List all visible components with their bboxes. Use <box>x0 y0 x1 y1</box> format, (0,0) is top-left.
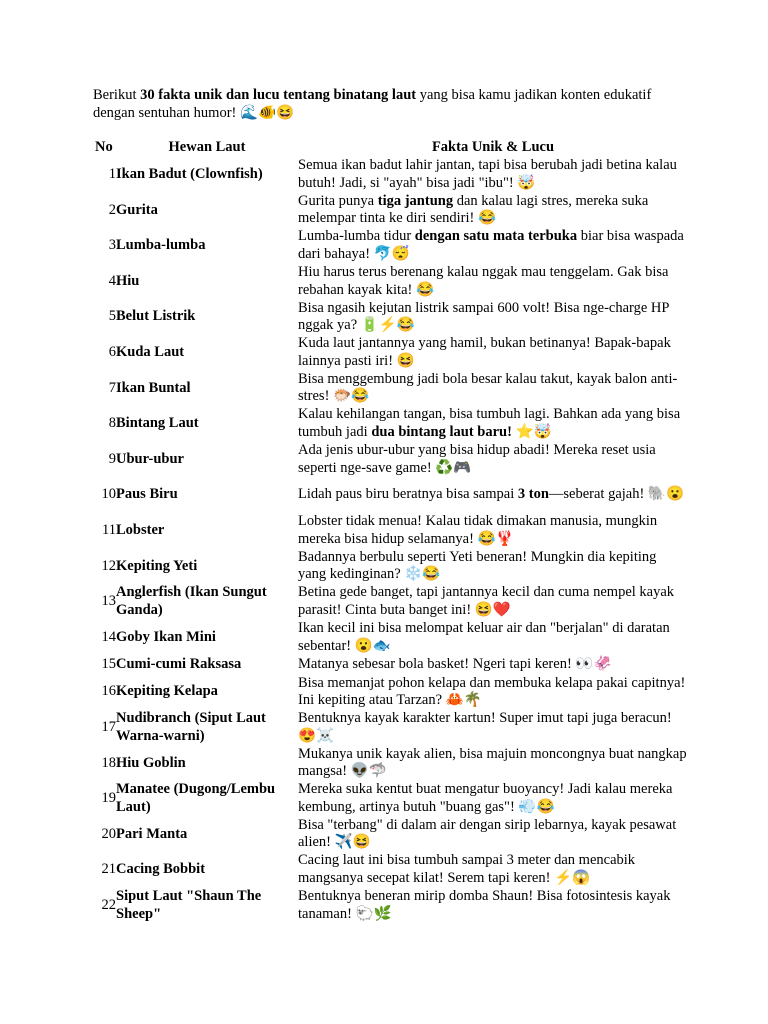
animal-name: Manatee (Dugong/Lembu Laut) <box>116 781 276 815</box>
row-number: 12 <box>101 557 116 574</box>
animal-name: Paus Biru <box>116 486 178 503</box>
animal-name: Belut Listrik <box>116 308 196 325</box>
table-row <box>88 817 688 853</box>
table-row <box>88 620 688 656</box>
fact-text <box>298 781 688 817</box>
row-number: 22 <box>101 896 116 913</box>
fact-text <box>298 549 688 585</box>
table-row <box>88 746 688 782</box>
animal-name: Anglerfish (Ikan Sungut Ganda) <box>116 584 267 618</box>
table-row <box>88 710 688 746</box>
fact-segment: Mereka suka kentut buat mengatur buoyancy! Jadi kalau mereka kembung, artinya butuh "buang gas"! 💨😂 <box>298 781 673 815</box>
row-number: 4 <box>108 272 116 289</box>
table-row <box>88 193 688 229</box>
animal-name: Kepiting Yeti <box>116 557 198 574</box>
table-row <box>88 157 688 193</box>
table-row <box>88 335 688 371</box>
fact-segment: Lidah paus biru beratnya bisa sampai <box>298 486 518 503</box>
table-row <box>88 406 688 442</box>
fact-text <box>298 371 688 407</box>
fact-segment: Gurita punya <box>298 192 378 209</box>
intro-text-bold: 30 fakta unik dan lucu tentang binatang laut <box>140 87 417 103</box>
fact-segment: Betina gede banget, tapi jantannya kecil dan cuma nempel kayak parasit! Cinta buta banget ini! 😆❤️ <box>298 584 675 618</box>
fact-segment: Bentuknya kayak karakter kartun! Super imut tapi juga beracun! 😍☠️ <box>298 710 672 744</box>
table-row <box>88 299 688 335</box>
table-row <box>88 371 688 407</box>
fact-segment: dan kalau lagi stres, mereka suka melempar tinta ke diri sendiri! 😂 <box>298 192 649 227</box>
fact-segment: Kuda laut jantannya yang hamil, bukan betinanya! Bapak-bapak lainnya pasti iri! 😆 <box>298 335 671 369</box>
row-number: 18 <box>101 754 116 771</box>
fact-text <box>298 852 688 888</box>
animal-name: Bintang Laut <box>116 415 199 432</box>
animal-name: Nudibranch (Siput Laut Warna-warni) <box>116 710 266 744</box>
fact-text <box>298 442 688 478</box>
row-number: 11 <box>102 521 116 538</box>
fact-segment: Bisa menggembung jadi bola besar kalau takut, kayak balon anti-stres! 🐡😂 <box>298 370 678 405</box>
table-row <box>88 655 688 674</box>
fact-text <box>298 513 688 549</box>
animal-name: Hiu <box>116 272 140 289</box>
animal-name: Pari Manta <box>116 825 188 842</box>
row-number: 16 <box>101 683 116 700</box>
animal-name: Kuda Laut <box>116 343 185 360</box>
header-no: No <box>95 138 113 155</box>
row-number: 5 <box>108 308 116 325</box>
row-number: 3 <box>108 237 116 254</box>
animal-name: Goby Ikan Mini <box>116 628 216 645</box>
row-number: 21 <box>101 861 116 878</box>
animal-name: Lumba-lumba <box>116 237 206 254</box>
fact-text <box>298 157 688 193</box>
animal-name: Lobster <box>116 521 165 538</box>
intro-paragraph <box>93 86 693 122</box>
fact-segment: Badannya berbulu seperti Yeti beneran! Mungkin dia kepiting yang kedinginan? ❄️😂 <box>298 548 657 583</box>
row-number: 20 <box>101 825 116 842</box>
row-number: 17 <box>101 718 116 735</box>
row-number: 9 <box>108 450 116 467</box>
animal-name: Kepiting Kelapa <box>116 683 218 700</box>
animal-name: Ikan Buntal <box>116 379 191 396</box>
row-number: 1 <box>108 166 116 182</box>
fact-text <box>298 655 688 674</box>
fact-segment: Semua ikan badut lahir jantan, tapi bisa berubah jadi betina kalau butuh! Jadi, si "ayah" bisa jadi "ibu"! 🤯 <box>298 157 677 191</box>
fact-segment: Matanya sebesar bola basket! Ngeri tapi keren! 👀🦑 <box>298 656 612 673</box>
fact-segment: ⭐🤯 <box>511 423 552 440</box>
fact-segment: Kalau kehilangan tangan, bisa tumbuh lagi. Bahkan ada yang bisa tumbuh jadi <box>298 406 681 440</box>
table-body <box>88 157 688 923</box>
fact-bold-segment: tiga jantung <box>377 192 454 209</box>
row-number: 19 <box>101 790 116 807</box>
table-row <box>88 781 688 817</box>
animal-name: Ikan Badut (Clownfish) <box>116 166 263 182</box>
fact-text <box>298 406 688 442</box>
fact-bold-segment: dua bintang laut baru! <box>371 423 512 440</box>
fact-segment: Ikan kecil ini bisa melompat keluar air dan "berjalan" di daratan sebentar! 😮🐟 <box>298 619 670 654</box>
animal-name: Siput Laut "Shaun The Sheep" <box>116 888 262 922</box>
table-row <box>88 477 688 513</box>
intro-text-before: Berikut <box>93 87 141 103</box>
row-number: 10 <box>101 486 116 503</box>
table-header-row <box>88 138 688 157</box>
animal-name: Cumi-cumi Raksasa <box>116 656 242 673</box>
fact-text <box>298 477 688 513</box>
fact-segment: Bisa memanjat pohon kelapa dan membuka kelapa pakai capitnya! Ini kepiting atau Tarzan? 🦀🌴 <box>298 674 686 709</box>
table-row <box>88 852 688 888</box>
fact-segment: Mukanya unik kayak alien, bisa majuin moncongnya buat nangkap mangsa! 👽🦈 <box>298 745 687 780</box>
fact-segment: Lumba-lumba tidur <box>298 228 415 245</box>
fact-text <box>298 193 688 229</box>
row-number: 6 <box>108 343 116 360</box>
fact-segment: Lobster tidak menua! Kalau tidak dimakan manusia, mungkin mereka bisa hidup selamanya! 😂🦞 <box>298 513 658 547</box>
table-row <box>88 513 688 549</box>
row-number: 8 <box>108 415 116 432</box>
fact-bold-segment: 3 ton <box>517 486 549 503</box>
fact-text <box>298 335 688 371</box>
table-row <box>88 888 688 924</box>
row-number: 13 <box>101 593 116 610</box>
fact-text <box>298 584 688 620</box>
header-fact: Fakta Unik & Lucu <box>431 138 555 155</box>
fact-text <box>298 817 688 853</box>
table-row <box>88 549 688 585</box>
fact-segment: —seberat gajah! 🐘😮 <box>548 486 685 503</box>
table-row <box>88 264 688 300</box>
fact-segment: Cacing laut ini bisa tumbuh sampai 3 meter dan mencabik mangsanya secepat kilat! Serem tapi keren! ⚡😱 <box>298 852 636 887</box>
animal-name: Cacing Bobbit <box>116 861 206 878</box>
table-row <box>88 584 688 620</box>
row-number: 14 <box>101 628 116 645</box>
animal-name: Ubur-ubur <box>116 450 184 467</box>
fact-text <box>298 888 688 924</box>
fact-segment: biar bisa waspada dari bahaya! 🐬😴 <box>298 228 684 262</box>
header-animal: Hewan Laut <box>168 138 246 155</box>
row-number: 7 <box>108 379 116 396</box>
row-number: 15 <box>101 656 116 673</box>
fact-segment: Bisa ngasih kejutan listrik sampai 600 volt! Bisa nge-charge HP nggak ya? 🔋⚡😂 <box>298 299 669 334</box>
fact-segment: Bisa "terbang" di dalam air dengan sirip lebarnya, kayak pesawat alien! ✈️😆 <box>298 816 677 851</box>
fact-segment: Hiu harus terus berenang kalau nggak mau tenggelam. Gak bisa rebahan kayak kita! 😂 <box>298 263 669 298</box>
animal-name: Gurita <box>116 201 158 218</box>
fact-text <box>298 264 688 300</box>
fact-text <box>298 228 688 264</box>
animal-name: Hiu Goblin <box>116 754 186 771</box>
fact-text <box>298 620 688 656</box>
fact-text <box>298 299 688 335</box>
fact-text <box>298 710 688 746</box>
table-row <box>88 674 688 710</box>
table-row <box>88 228 688 264</box>
table-row <box>88 442 688 478</box>
fact-segment: Ada jenis ubur-ubur yang bisa hidup abadi! Mereka reset usia seperti nge-save game! ♻️🎮 <box>298 441 656 476</box>
fact-text <box>298 746 688 782</box>
fact-bold-segment: dengan satu mata terbuka <box>414 228 578 245</box>
fact-segment: Bentuknya beneran mirip domba Shaun! Bisa fotosintesis kayak tanaman! 🐑🌿 <box>298 888 671 922</box>
intro-text-after: yang bisa kamu jadikan konten edukatif dengan sentuhan humor! 🌊🐠😆 <box>93 87 652 121</box>
facts-table <box>88 138 688 923</box>
row-number: 2 <box>108 201 116 218</box>
fact-text <box>298 674 688 710</box>
